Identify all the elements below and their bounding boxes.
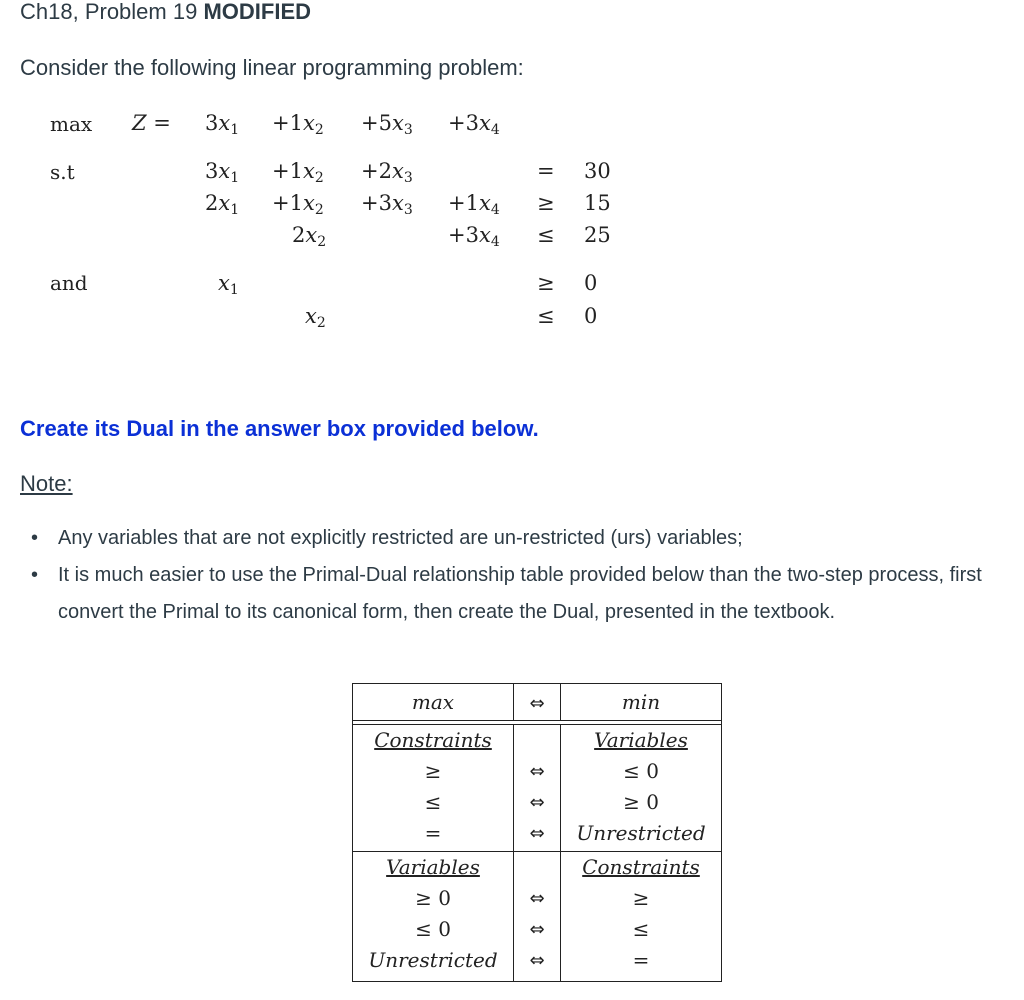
header-min: min [561, 684, 722, 721]
c1-term-3: $+2x_3$ [361, 159, 413, 186]
bullet-list [20, 520, 1015, 631]
equivalence-arrow-icon: ⇔ [529, 919, 545, 940]
title-text: Ch18, Problem 19 [20, 0, 198, 24]
bullet-text: It is much easier to use the Primal-Dual relationship table provided below than the two-step process, first convert the Primal to its canonical form, then create the Dual, presented in the textbook. [58, 564, 982, 623]
b2-sign: ≤ [537, 304, 555, 328]
bullet-icon: • [31, 564, 39, 586]
block1-right [561, 725, 722, 852]
block1-left [353, 725, 514, 852]
c3-rhs: 25 [584, 223, 611, 247]
b1-var: $x_1$ [218, 271, 239, 298]
c1-term-2: $+1x_2$ [272, 159, 324, 186]
block1-left-row: = [424, 821, 442, 845]
b2-rhs: 0 [584, 304, 598, 328]
b1-rhs: 0 [584, 271, 598, 295]
obj-term-1: $3x_1$ [205, 111, 240, 138]
c2-term-3: $+3x_3$ [361, 191, 413, 218]
obj-term-4: $+3x_4$ [448, 111, 500, 138]
list-item [20, 557, 1015, 631]
obj-term-2: $+1x_2$ [272, 111, 324, 138]
c2-sign: ≥ [537, 191, 555, 215]
block2-right-row: ≤ [632, 917, 650, 941]
constraints-label-2: Constraints [582, 855, 700, 879]
bullet-icon: • [31, 527, 39, 549]
b1-sign: ≥ [537, 271, 555, 295]
c2-rhs: 15 [584, 191, 611, 215]
z-label: Z = [132, 111, 171, 135]
max-label: max [50, 112, 93, 136]
equivalence-arrow-icon: ⇔ [529, 761, 545, 782]
header-arrow: ⇔ [514, 684, 561, 721]
block2-right-row: ≥ [632, 886, 650, 910]
and-label: and [50, 271, 88, 295]
block1-left-row: ≤ [424, 790, 442, 814]
block2-right [561, 852, 722, 982]
variables-label-2: Variables [386, 855, 480, 879]
b2-var: $x_2$ [305, 304, 326, 331]
c2-term-1: $2x_1$ [205, 191, 240, 218]
c3-term-1: $2x_2$ [292, 223, 327, 250]
c1-rhs: 30 [584, 159, 611, 183]
block2-left [353, 852, 514, 982]
header-max: max [353, 684, 514, 721]
c2-term-2: $+1x_2$ [272, 191, 324, 218]
block2-right-row: = [632, 948, 650, 972]
equivalence-arrow-icon: ⇔ [529, 950, 545, 971]
block1-right-row: Unrestricted [576, 821, 706, 845]
block1-left-row: ≥ [424, 759, 442, 783]
block2-arrows [514, 852, 561, 982]
equivalence-arrow-icon: ⇔ [529, 792, 545, 813]
title-bold: MODIFIED [203, 0, 312, 24]
bullet-text: Any variables that are not explicitly restricted are un-restricted (urs) variables; [58, 527, 743, 549]
page-title [20, 0, 311, 25]
list-item [20, 520, 1015, 557]
block2-left-row: ≤ 0 [415, 917, 451, 941]
c3-sign: ≤ [537, 223, 555, 247]
c2-term-4: $+1x_4$ [448, 191, 500, 218]
block2-left-row: ≥ 0 [415, 886, 451, 910]
block1-right-row: ≥ 0 [623, 790, 659, 814]
block1-right-row: ≤ 0 [623, 759, 659, 783]
block2-left-row: Unrestricted [368, 948, 498, 972]
c1-term-1: $3x_1$ [205, 159, 240, 186]
primal-dual-table [352, 683, 722, 982]
create-dual-instruction: Create its Dual in the answer box provided below. [20, 416, 539, 441]
intro-text: Consider the following linear programming problem: [20, 55, 524, 80]
c3-term-2: $+3x_4$ [448, 223, 500, 250]
block1-arrows [514, 725, 561, 852]
equivalence-arrow-icon: ⇔ [529, 888, 545, 909]
c1-sign: = [537, 159, 555, 183]
st-label: s.t [50, 160, 75, 184]
equivalence-arrow-icon: ⇔ [529, 823, 545, 844]
variables-label: Variables [594, 728, 688, 752]
obj-term-3: $+5x_3$ [361, 111, 413, 138]
note-label: Note: [20, 471, 73, 496]
constraints-label: Constraints [374, 728, 492, 752]
